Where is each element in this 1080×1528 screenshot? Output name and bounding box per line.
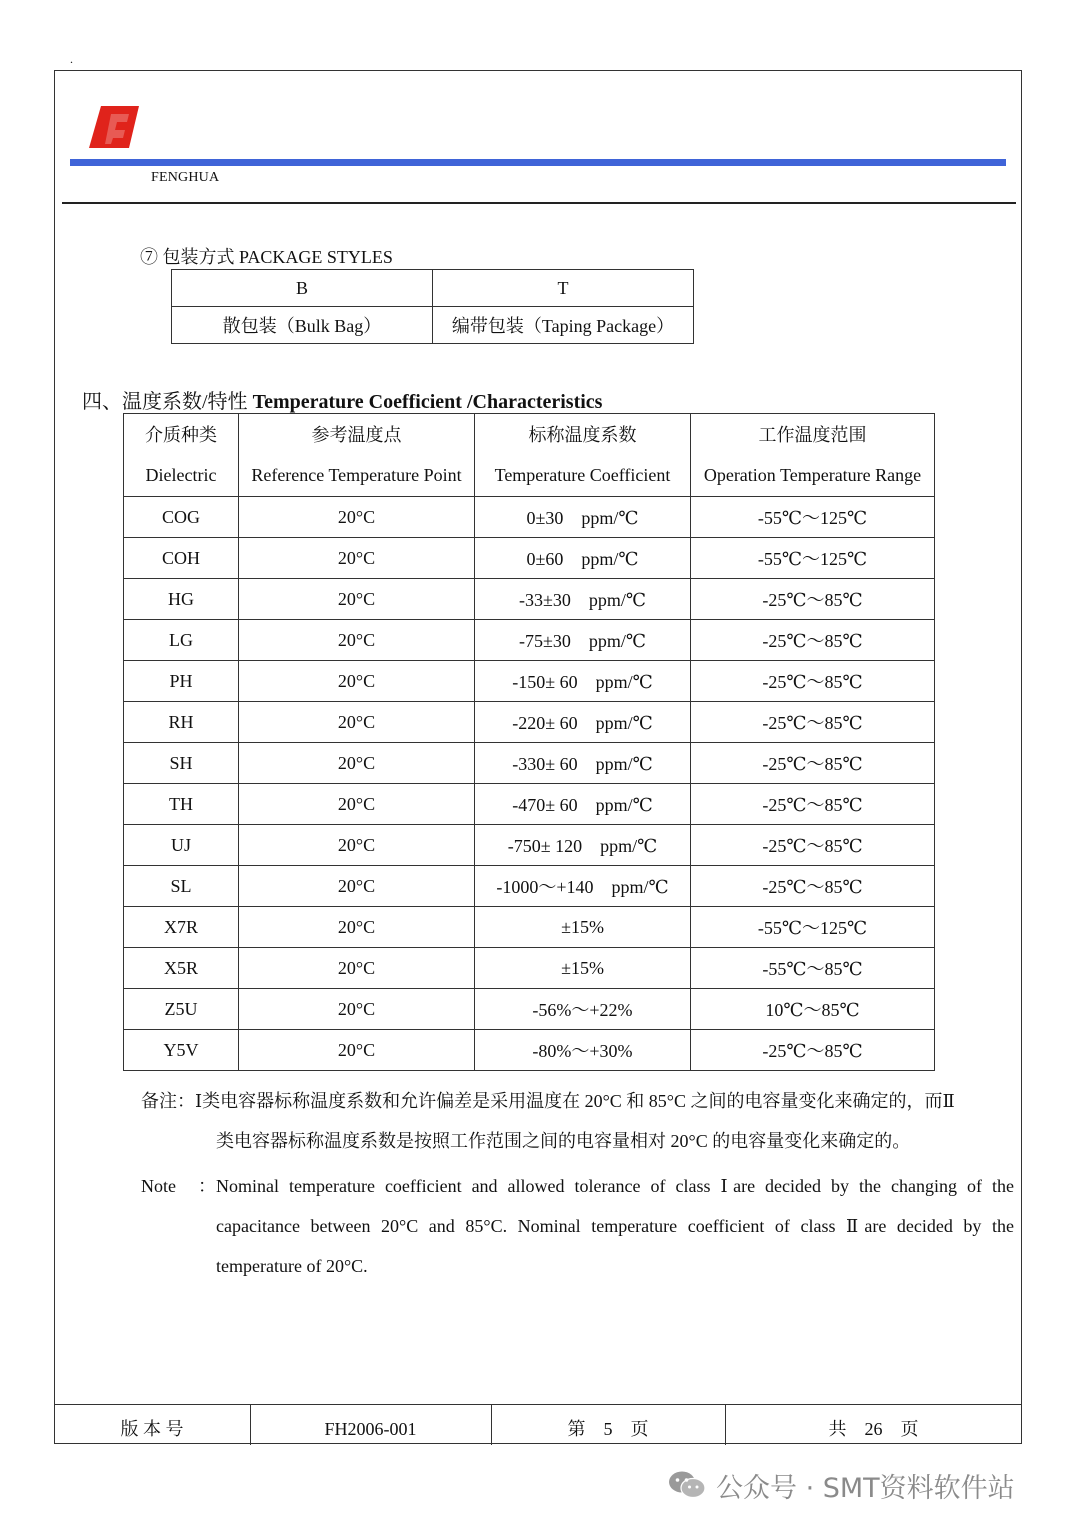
reference-temp-cell: 20°C [239, 579, 475, 620]
footer-version-label: 版 本 号 [120, 1419, 184, 1439]
operation-range-cell: -25℃～85℃ [691, 743, 935, 784]
table-row [124, 948, 935, 989]
temp-coefficient-cell: -470± 60 ppm/℃ [475, 784, 691, 825]
dielectric-cell: COG [124, 497, 239, 538]
page-footer [54, 1404, 1022, 1445]
reference-temp-cell: 20°C [239, 661, 475, 702]
temp-coefficient-cell: ±15% [475, 948, 691, 989]
watermark [668, 1463, 1015, 1507]
watermark-text: 公众号 · SMT资料软件站 [716, 1472, 1015, 1504]
temp-coefficient-cell: 0±60 ppm/℃ [475, 538, 691, 579]
fenghua-logo-icon [89, 106, 139, 148]
header-rule [62, 202, 1016, 204]
dielectric-cell: COH [124, 538, 239, 579]
package-code: B [172, 270, 433, 307]
package-styles-table [171, 269, 694, 344]
table-row [124, 620, 935, 661]
reference-temp-cell: 20°C [239, 989, 475, 1030]
temp-coefficient-cell: -80%～+30% [475, 1030, 691, 1071]
dielectric-cell: X7R [124, 907, 239, 948]
wechat-icon [668, 1470, 706, 1500]
reference-temp-cell: 20°C [239, 743, 475, 784]
note-en-label: Note： [141, 1176, 216, 1196]
operation-range-cell: 10℃～85℃ [691, 989, 935, 1030]
table-row [124, 866, 935, 907]
reference-temp-cell: 20°C [239, 702, 475, 743]
temp-coefficient-cell: -330± 60 ppm/℃ [475, 743, 691, 784]
column-header: 工作温度范围 Operation Temperature Range [691, 414, 935, 497]
reference-temp-cell: 20°C [239, 784, 475, 825]
operation-range-cell: -25℃～85℃ [691, 620, 935, 661]
brand-name: FENGHUA [151, 170, 220, 185]
reference-temp-cell: 20°C [239, 825, 475, 866]
operation-range-cell: -55℃～125℃ [691, 907, 935, 948]
dielectric-cell: Z5U [124, 989, 239, 1030]
dielectric-cell: RH [124, 702, 239, 743]
dielectric-cell: Y5V [124, 1030, 239, 1071]
dielectric-cell: PH [124, 661, 239, 702]
temp-coefficient-cell: -1000～+140 ppm/℃ [475, 866, 691, 907]
page-dot: . [70, 52, 73, 66]
table-header-row [124, 414, 935, 497]
reference-temp-cell: 20°C [239, 620, 475, 661]
dielectric-cell: TH [124, 784, 239, 825]
table-row [172, 270, 694, 307]
package-styles-title: ⑦ 包装方式 PACKAGE STYLES [140, 247, 393, 267]
note-en-line1: Nominal temperature coefficient and allowed tolerance of class Ⅰare decided by the changing of the [216, 1176, 1014, 1196]
operation-range-cell: -25℃～85℃ [691, 661, 935, 702]
table-row [172, 307, 694, 344]
operation-range-cell: -25℃～85℃ [691, 579, 935, 620]
reference-temp-cell: 20°C [239, 866, 475, 907]
table-row [124, 702, 935, 743]
table-row [124, 825, 935, 866]
note-cn-line2: 类电容器标称温度系数是按照工作范围之间的电容量相对 20°C 的电容量变化来确定的。 [216, 1131, 911, 1151]
temp-coefficient-cell: -150± 60 ppm/℃ [475, 661, 691, 702]
dielectric-cell: SL [124, 866, 239, 907]
section-title-en: Temperature Coefficient /Characteristics [252, 391, 603, 413]
dielectric-cell: HG [124, 579, 239, 620]
temp-coefficient-cell: -56%～+22% [475, 989, 691, 1030]
operation-range-cell: -25℃～85℃ [691, 1030, 935, 1071]
reference-temp-cell: 20°C [239, 538, 475, 579]
note-en [141, 1166, 1014, 1286]
operation-range-cell: -55℃～85℃ [691, 948, 935, 989]
temp-coefficient-cell: 0±30 ppm/℃ [475, 497, 691, 538]
temp-coefficient-cell: -220± 60 ppm/℃ [475, 702, 691, 743]
section-title [82, 385, 602, 414]
operation-range-cell: -25℃～85℃ [691, 825, 935, 866]
dielectric-cell: UJ [124, 825, 239, 866]
table-row [124, 661, 935, 702]
note-cn-line1: 备注：Ⅰ类电容器标称温度系数和允许偏差是采用温度在 20°C 和 85°C 之间的电容量变化来确定的，而Ⅱ [141, 1091, 955, 1111]
table-row [124, 579, 935, 620]
table-row [124, 497, 935, 538]
operation-range-cell: -25℃～85℃ [691, 784, 935, 825]
table-row [124, 1030, 935, 1071]
temperature-coefficient-table [123, 413, 935, 1071]
table-row [124, 989, 935, 1030]
header-blue-bar [70, 159, 1006, 166]
package-label: 散包装（Bulk Bag） [172, 307, 433, 344]
table-row [124, 743, 935, 784]
table-row [124, 538, 935, 579]
operation-range-cell: -55℃～125℃ [691, 497, 935, 538]
operation-range-cell: -55℃～125℃ [691, 538, 935, 579]
reference-temp-cell: 20°C [239, 1030, 475, 1071]
package-code: T [433, 270, 694, 307]
column-header: 参考温度点 Reference Temperature Point [239, 414, 475, 497]
column-header: 标称温度系数 Temperature Coefficient [475, 414, 691, 497]
table-row [124, 907, 935, 948]
dielectric-cell: LG [124, 620, 239, 661]
dielectric-cell: X5R [124, 948, 239, 989]
column-header: 介质种类 Dielectric [124, 414, 239, 497]
operation-range-cell: -25℃～85℃ [691, 866, 935, 907]
reference-temp-cell: 20°C [239, 907, 475, 948]
footer-page: 第 5 页 [567, 1419, 649, 1439]
temp-coefficient-cell: -750± 120 ppm/℃ [475, 825, 691, 866]
temp-coefficient-cell: ±15% [475, 907, 691, 948]
footer-version: FH2006-001 [324, 1419, 417, 1439]
temp-coefficient-cell: -75±30 ppm/℃ [475, 620, 691, 661]
dielectric-cell: SH [124, 743, 239, 784]
footer-total-pages: 共 26 页 [828, 1419, 919, 1439]
section-title-cn: 四、温度系数/特性 [82, 391, 248, 413]
table-row [124, 784, 935, 825]
package-label: 编带包装（Taping Package） [433, 307, 694, 344]
note-en-line3: temperature of 20°C. [216, 1256, 368, 1276]
temp-coefficient-cell: -33±30 ppm/℃ [475, 579, 691, 620]
operation-range-cell: -25℃～85℃ [691, 702, 935, 743]
note-en-line2: capacitance between 20°C and 85°C. Nominal temperature coefficient of class Ⅱare decided by the [216, 1216, 1014, 1236]
reference-temp-cell: 20°C [239, 948, 475, 989]
reference-temp-cell: 20°C [239, 497, 475, 538]
